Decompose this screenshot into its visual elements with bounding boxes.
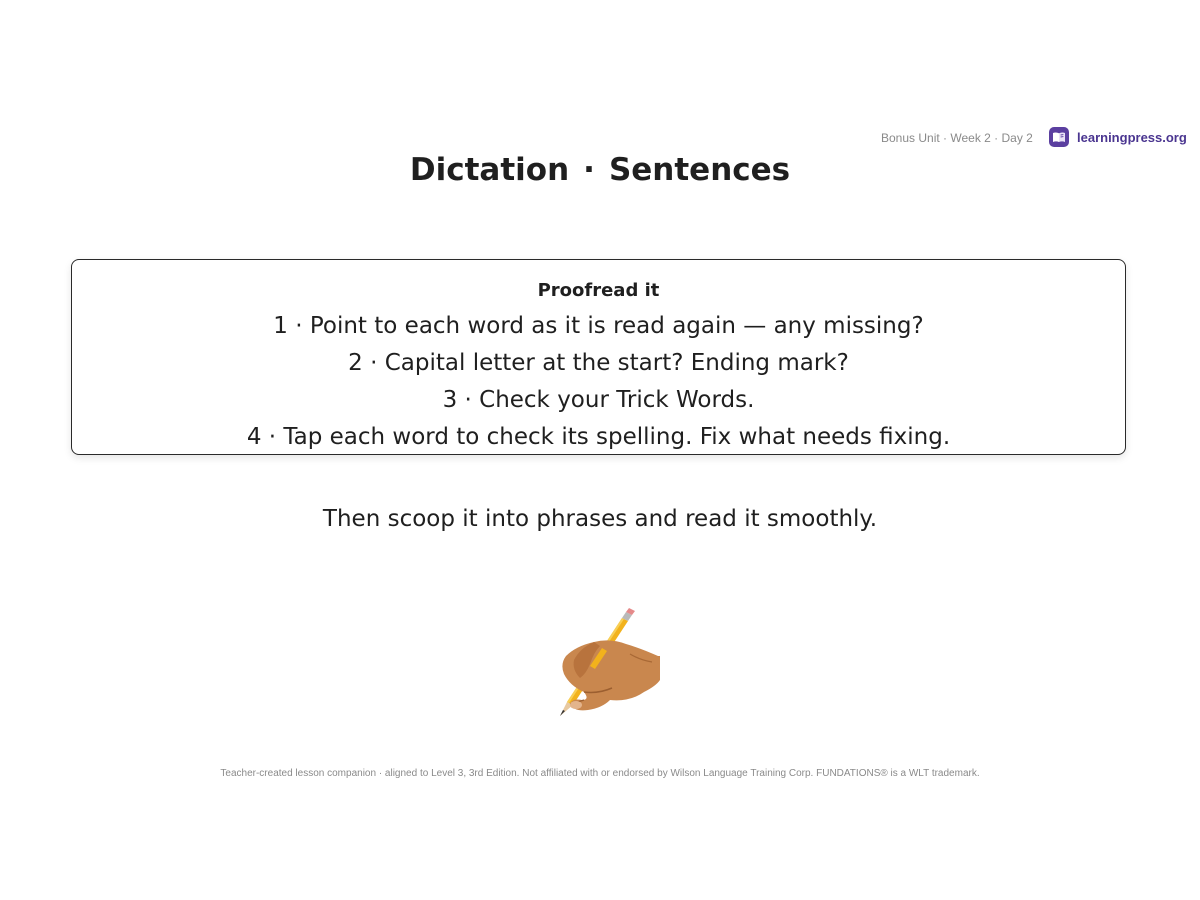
closing-instruction: Then scoop it into phrases and read it smoothly.: [322, 506, 878, 532]
page-title: [0, 152, 1200, 188]
hand-writing-pencil-icon: [540, 604, 660, 724]
title-dictation: Dictation: [409, 152, 570, 188]
proofread-heading: Proofread it: [537, 280, 660, 301]
footer-disclaimer: Teacher-created lesson companion · aligned to Level 3, 3rd Edition. Not affiliated with or endorsed by Wilson Language Training Corp. FUNDATIONS® is a WLT trademark.: [220, 768, 980, 779]
lesson-meta: Bonus Unit · Week 2 · Day 2: [881, 131, 1033, 145]
brand-link[interactable]: [1049, 127, 1187, 147]
proofread-step-1: 1 · Point to each word as it is read again — any missing?: [273, 313, 924, 339]
proofread-steps: [72, 308, 1125, 456]
brand-name[interactable]: learningpress.org: [1077, 129, 1187, 145]
proofread-card: [71, 259, 1126, 455]
proofread-step-4: 4 · Tap each word to check its spelling. Fix what needs fixing.: [246, 424, 951, 450]
title-separator: ·: [583, 152, 595, 188]
proofread-step-2: 2 · Capital letter at the start? Ending mark?: [348, 350, 849, 376]
proofread-step-3: 3 · Check your Trick Words.: [442, 387, 755, 413]
title-sentences: Sentences: [608, 152, 791, 188]
book-logo-icon: [1049, 127, 1069, 147]
